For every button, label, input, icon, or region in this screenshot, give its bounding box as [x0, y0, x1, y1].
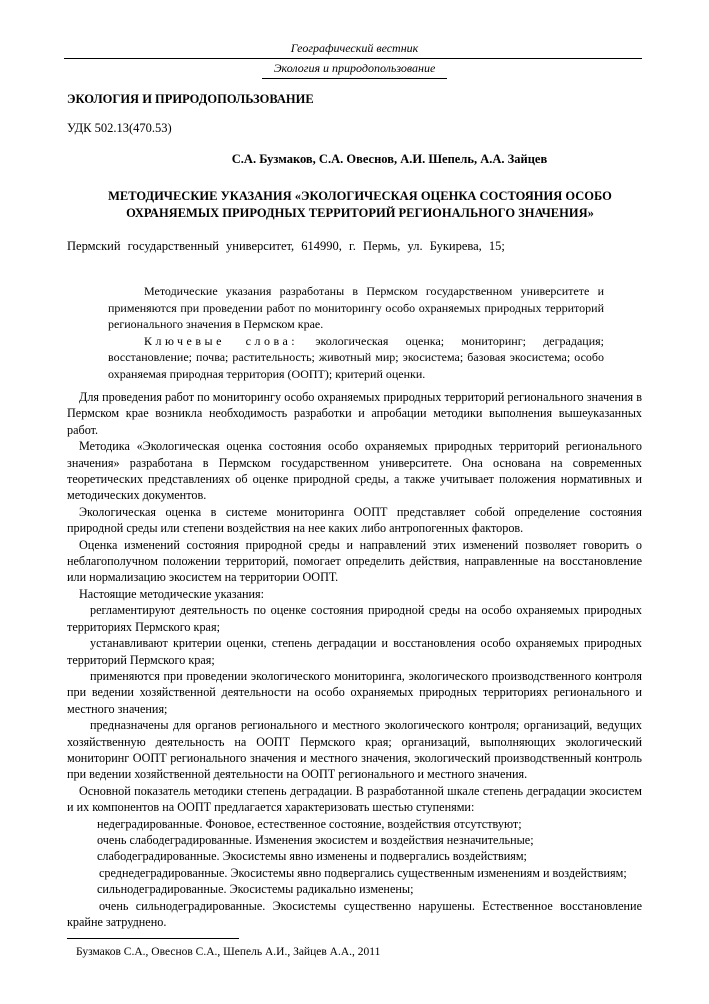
header-rule-short [262, 78, 447, 79]
keywords-list: экологическая оценка; мониторинг; деградация; восстановление; почва; растительность; животный мир; экосистема; базовая экосистема; особо охраняемая природная территория (ООПТ); критерий оценки. [108, 333, 605, 381]
degradation-level: слабодеградированные. Экосистемы явно изменены и подвергались воздействиям; [97, 849, 527, 864]
affiliation: Пермский государственный университет, 614990, г. Пермь, ул. Букирева, 15; [67, 239, 505, 253]
list-item: предназначены для органов регионального и местного экологического контроля; организаций, ведущих хозяйственную деятельность на ООПТ Пермского края; организаций, выполняющих экологический мониторинг ООПТ регионального значения и местного значения, экологический производственный контроль при ведении хозяйственной деятельности на ООПТ регионального и местного значения. [67, 718, 642, 782]
copyright-footnote: Бузмаков С.А., Овеснов С.А., Шепель А.И., Зайцев А.А., 2011 [76, 946, 381, 958]
degradation-level: сильнодеградированные. Экосистемы радикально изменены; [97, 882, 414, 897]
header-rule [64, 58, 642, 59]
paragraph: Для проведения работ по мониторингу особо охраняемых природных территорий регионального значения в Пермском крае возникла необходимость разработки и апробации методики выполнения вышеуказанных работ. [67, 390, 642, 437]
degradation-level: недеградированные. Фоновое, естественное состояние, воздействия отсутствуют; [97, 816, 522, 831]
footnote-rule [67, 938, 239, 939]
degradation-level: очень сильнодеградированные. Экосистемы существенно нарушены. Естественное восстановление крайне затруднено. [67, 898, 642, 929]
paragraph: Методика «Экологическая оценка состояния особо охраняемых природных территорий регионального значения» разработана в Пермском государственном университете. Она основана на современных теоретических представлениях об оценке природной среды, а также учитывает положения нормативных и методических документов. [67, 439, 642, 503]
list-item: регламентируют деятельность по оценке состояния природной среды на особо охраняемых природных территориях Пермского края; [67, 603, 642, 634]
article-title [80, 188, 640, 222]
degradation-level: очень слабодеградированные. Изменения экосистем и воздействия незначительные; [97, 832, 534, 847]
paragraph: Экологическая оценка в системе мониторинга ООПТ представляет собой определение состояния природной среды или степени воздействия на нее каких либо антропогенных факторов. [67, 504, 642, 536]
keywords-label: Ключевые слова: [144, 333, 299, 348]
authors: С.А. Бузмаков, С.А. Овеснов, А.И. Шепель, А.А. Зайцев [231, 152, 548, 166]
abstract [108, 283, 604, 383]
degradation-level: среднедеградированные. Экосистемы явно подвергались существенным изменениям и воздействиям; [99, 865, 627, 880]
paragraph: Основной показатель методики степень деградации. В разработанной шкале степень деградации экосистем и их компонентов на ООПТ предлагается характеризовать шестью ступенями: [67, 783, 642, 815]
running-header-journal: Географический вестник [290, 41, 419, 55]
title-line-2: ОХРАНЯЕМЫХ ПРИРОДНЫХ ТЕРРИТОРИЙ РЕГИОНАЛЬНОГО ЗНАЧЕНИЯ» [126, 206, 594, 220]
keywords [108, 333, 604, 383]
abstract-text: Методические указания разработаны в Пермском государственном университете и применяются при проведении работ по мониторингу особо охраняемых природных территорий регионального значения в Пермском крае. [108, 284, 604, 332]
running-header-rubric: Экология и природопользование [273, 61, 436, 75]
list-item: применяются при проведении экологического мониторинга, экологического производственного контроля при ведении хозяйственной деятельности на особо охраняемых природных территориях регионального и местного значения; [67, 668, 642, 716]
paragraph: Оценка изменений состояния природной среды и направлений этих изменений позволяет говорить о неблагополучном положении территорий, помогает определить действия, направленные на восстановление или нормализацию экосистем на территории ООПТ. [67, 537, 642, 585]
udk-code: УДК 502.13(470.53) [67, 121, 172, 135]
section-heading: ЭКОЛОГИЯ И ПРИРОДОПОЛЬЗОВАНИЕ [67, 92, 314, 106]
list-item: устанавливают критерии оценки, степень деградации и восстановления особо охраняемых природных территорий Пермского края; [67, 636, 642, 667]
title-line-1: МЕТОДИЧЕСКИЕ УКАЗАНИЯ «ЭКОЛОГИЧЕСКАЯ ОЦЕНКА СОСТОЯНИЯ ОСОБО [108, 189, 612, 203]
paragraph: Настоящие методические указания: [79, 586, 265, 601]
article-body [67, 389, 642, 930]
